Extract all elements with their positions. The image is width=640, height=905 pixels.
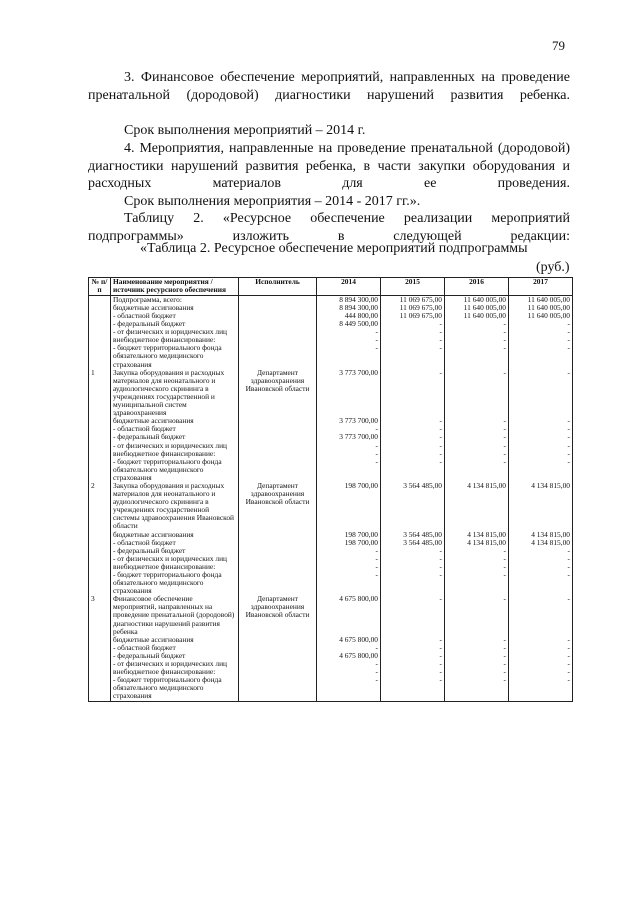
row-executor: [239, 328, 317, 336]
row-2016: -: [445, 636, 509, 644]
row-2016: -: [445, 571, 509, 595]
row-2016: -: [445, 668, 509, 676]
row-2016: 11 640 005,00: [445, 295, 509, 304]
row-name: - бюджет территориального фонда обязательного медицинского страхования: [111, 676, 239, 701]
row-number: [89, 344, 111, 368]
row-2017: -: [509, 320, 573, 328]
row-2015: -: [381, 417, 445, 425]
row-2017: -: [509, 433, 573, 441]
row-name: - бюджет территориального фонда обязательного медицинского страхования: [111, 458, 239, 482]
row-2015: -: [381, 676, 445, 701]
row-2015: -: [381, 442, 445, 450]
table-row: [89, 676, 573, 701]
row-executor: [239, 425, 317, 433]
row-2015: -: [381, 644, 445, 652]
row-2014: 4 675 800,00: [317, 636, 381, 644]
row-2017: -: [509, 555, 573, 563]
row-2015: -: [381, 595, 445, 635]
row-2014: -: [317, 336, 381, 344]
row-executor: [239, 652, 317, 660]
row-2016: 11 640 005,00: [445, 304, 509, 312]
table-row: [89, 458, 573, 482]
row-2015: 11 069 675,00: [381, 304, 445, 312]
row-number: [89, 336, 111, 344]
row-2014: -: [317, 555, 381, 563]
row-name: внебюджетное финансирование:: [111, 336, 239, 344]
row-number: [89, 644, 111, 652]
row-number: [89, 539, 111, 547]
row-executor: [239, 344, 317, 368]
row-2017: -: [509, 336, 573, 344]
row-2016: -: [445, 644, 509, 652]
row-executor: [239, 336, 317, 344]
row-2017: -: [509, 660, 573, 668]
row-2015: -: [381, 458, 445, 482]
table-row: [89, 344, 573, 368]
row-executor: [239, 668, 317, 676]
row-2015: 11 069 675,00: [381, 312, 445, 320]
row-2014: 4 675 800,00: [317, 595, 381, 635]
row-2015: -: [381, 555, 445, 563]
row-2014: 444 800,00: [317, 312, 381, 320]
row-executor: [239, 563, 317, 571]
row-number: [89, 652, 111, 660]
row-number: [89, 531, 111, 539]
row-2017: -: [509, 668, 573, 676]
row-executor: [239, 442, 317, 450]
row-2017: -: [509, 676, 573, 701]
row-2016: -: [445, 336, 509, 344]
row-name: - федеральный бюджет: [111, 320, 239, 328]
row-2015: -: [381, 547, 445, 555]
row-2014: -: [317, 458, 381, 482]
row-2015: -: [381, 369, 445, 418]
row-2017: -: [509, 563, 573, 571]
row-name: - от физических и юридических лиц: [111, 442, 239, 450]
row-number: [89, 636, 111, 644]
row-2016: -: [445, 433, 509, 441]
row-number: [89, 295, 111, 304]
table-unit: (руб.): [536, 260, 570, 275]
row-2014: 3 773 700,00: [317, 433, 381, 441]
row-executor: [239, 312, 317, 320]
row-number: [89, 660, 111, 668]
row-executor: Департамент здравоохранения Ивановской области: [239, 369, 317, 418]
row-name: - бюджет территориального фонда обязательного медицинского страхования: [111, 344, 239, 368]
row-executor: [239, 547, 317, 555]
row-executor: [239, 644, 317, 652]
row-name: Закупка оборудования и расходных материалов для неонатального и аудиологического скрининга в учреждениях государственной системы здравоохранения Ивановской области: [111, 482, 239, 531]
row-name: бюджетные ассигнования: [111, 531, 239, 539]
row-2014: 8 449 500,00: [317, 320, 381, 328]
row-2014: -: [317, 571, 381, 595]
row-executor: [239, 539, 317, 547]
row-2015: -: [381, 344, 445, 368]
row-2017: -: [509, 652, 573, 660]
table-row: [89, 369, 573, 418]
row-number: [89, 433, 111, 441]
row-number: [89, 320, 111, 328]
row-2015: -: [381, 425, 445, 433]
row-2017: -: [509, 344, 573, 368]
row-name: - федеральный бюджет: [111, 652, 239, 660]
row-2017: -: [509, 458, 573, 482]
row-number: [89, 328, 111, 336]
row-name: Подпрограмма, всего:: [111, 295, 239, 304]
row-2014: -: [317, 644, 381, 652]
row-2017: 11 640 005,00: [509, 312, 573, 320]
row-name: бюджетные ассигнования: [111, 417, 239, 425]
row-number: 3: [89, 595, 111, 635]
row-2016: 4 134 815,00: [445, 539, 509, 547]
row-number: [89, 555, 111, 563]
row-2016: 4 134 815,00: [445, 482, 509, 531]
row-number: [89, 458, 111, 482]
row-2015: -: [381, 336, 445, 344]
row-executor: [239, 458, 317, 482]
row-2017: 4 134 815,00: [509, 531, 573, 539]
row-executor: [239, 450, 317, 458]
row-2014: -: [317, 563, 381, 571]
row-2016: -: [445, 450, 509, 458]
row-executor: Департамент здравоохранения Ивановской области: [239, 595, 317, 635]
row-2014: -: [317, 668, 381, 676]
row-2014: 3 773 700,00: [317, 417, 381, 425]
row-2014: 8 894 300,00: [317, 295, 381, 304]
row-2016: -: [445, 442, 509, 450]
row-number: [89, 563, 111, 571]
row-2016: 11 640 005,00: [445, 312, 509, 320]
paragraph-item-3: 3. Финансовое обеспечение мероприятий, направленных на проведение пренатальной (дородовой) диагностики нарушений развития ребенка.: [88, 70, 570, 103]
row-2014: 198 700,00: [317, 531, 381, 539]
row-2017: -: [509, 425, 573, 433]
paragraph-table-instruction: Таблицу 2. «Ресурсное обеспечение реализации мероприятий подпрограммы» изложить в следующей редакции:: [88, 211, 570, 244]
row-name: Закупка оборудования и расходных материалов для неонатального и аудиологического скрининга в учреждениях государственной и муниципальной систем здравоохранения: [111, 369, 239, 418]
row-2015: -: [381, 668, 445, 676]
row-name: - федеральный бюджет: [111, 433, 239, 441]
row-2015: -: [381, 563, 445, 571]
row-2015: -: [381, 652, 445, 660]
row-name: Финансовое обеспечение мероприятий, направленных на проведение пренатальной (дородовой) диагностики нарушений развития ребенка: [111, 595, 239, 635]
row-2014: 3 773 700,00: [317, 369, 381, 418]
header-2014: 2014: [317, 278, 381, 296]
table-caption: «Таблица 2. Ресурсное обеспечение мероприятий подпрограммы: [140, 241, 528, 256]
row-2015: -: [381, 328, 445, 336]
row-2016: -: [445, 547, 509, 555]
row-number: [89, 417, 111, 425]
table-header-row: [89, 278, 573, 296]
header-2015: 2015: [381, 278, 445, 296]
row-2014: -: [317, 425, 381, 433]
row-2017: -: [509, 450, 573, 458]
row-2014: 4 675 800,00: [317, 652, 381, 660]
row-2016: -: [445, 676, 509, 701]
row-2014: -: [317, 450, 381, 458]
row-2016: -: [445, 320, 509, 328]
row-number: 2: [89, 482, 111, 531]
row-2015: -: [381, 571, 445, 595]
row-executor: [239, 295, 317, 304]
row-2016: -: [445, 458, 509, 482]
page-number: 79: [552, 38, 565, 53]
row-2017: -: [509, 644, 573, 652]
row-2017: -: [509, 369, 573, 418]
row-2016: -: [445, 369, 509, 418]
row-2017: -: [509, 442, 573, 450]
row-executor: [239, 304, 317, 312]
row-number: [89, 312, 111, 320]
row-number: [89, 668, 111, 676]
table-row: [89, 595, 573, 635]
row-2014: 198 700,00: [317, 482, 381, 531]
row-2015: 3 564 485,00: [381, 531, 445, 539]
row-2015: 11 069 675,00: [381, 295, 445, 304]
row-number: [89, 304, 111, 312]
row-2016: -: [445, 425, 509, 433]
row-executor: [239, 531, 317, 539]
row-number: [89, 425, 111, 433]
row-2016: -: [445, 563, 509, 571]
row-2017: -: [509, 417, 573, 425]
row-2015: -: [381, 320, 445, 328]
row-2015: -: [381, 660, 445, 668]
row-number: [89, 676, 111, 701]
row-2017: -: [509, 328, 573, 336]
row-executor: [239, 320, 317, 328]
header-executor: Исполнитель: [239, 278, 317, 296]
row-name: бюджетные ассигнования: [111, 636, 239, 644]
row-number: [89, 547, 111, 555]
row-2016: -: [445, 652, 509, 660]
row-name: - федеральный бюджет: [111, 547, 239, 555]
paragraph-item-4: 4. Мероприятия, направленные на проведение пренатальной (дородовой) диагностики нарушений развития ребенка, в части закупки оборудования и расходных материалов для ее проведения.: [88, 141, 570, 192]
row-2017: 11 640 005,00: [509, 295, 573, 304]
row-2017: -: [509, 636, 573, 644]
row-2016: -: [445, 660, 509, 668]
row-2017: 4 134 815,00: [509, 482, 573, 531]
row-name: бюджетные ассигнования: [111, 304, 239, 312]
row-name: - областной бюджет: [111, 312, 239, 320]
row-executor: [239, 433, 317, 441]
row-name: - от физических и юридических лиц: [111, 328, 239, 336]
row-2017: -: [509, 571, 573, 595]
row-2016: 4 134 815,00: [445, 531, 509, 539]
row-executor: [239, 555, 317, 563]
row-executor: [239, 571, 317, 595]
header-number: № п/п: [89, 278, 111, 296]
row-2015: -: [381, 450, 445, 458]
row-number: 1: [89, 369, 111, 418]
row-name: внебюджетное финансирование:: [111, 668, 239, 676]
row-2016: -: [445, 328, 509, 336]
row-2014: 8 894 300,00: [317, 304, 381, 312]
row-2014: -: [317, 328, 381, 336]
row-2015: -: [381, 433, 445, 441]
row-name: - областной бюджет: [111, 644, 239, 652]
table-row: [89, 482, 573, 531]
row-name: - от физических и юридических лиц: [111, 660, 239, 668]
row-executor: [239, 636, 317, 644]
paragraph-deadline-2014: Срок выполнения мероприятий – 2014 г.: [124, 123, 366, 138]
row-executor: [239, 417, 317, 425]
row-2016: -: [445, 555, 509, 563]
row-2014: -: [317, 442, 381, 450]
row-2015: 3 564 485,00: [381, 539, 445, 547]
row-executor: Департамент здравоохранения Ивановской области: [239, 482, 317, 531]
row-2017: -: [509, 595, 573, 635]
row-name: внебюджетное финансирование:: [111, 450, 239, 458]
row-2014: -: [317, 547, 381, 555]
row-2016: -: [445, 595, 509, 635]
row-2014: -: [317, 660, 381, 668]
row-name: - областной бюджет: [111, 425, 239, 433]
row-2014: -: [317, 344, 381, 368]
resource-table: [88, 277, 573, 702]
row-name: внебюджетное финансирование:: [111, 563, 239, 571]
row-2014: 198 700,00: [317, 539, 381, 547]
row-number: [89, 442, 111, 450]
header-2016: 2016: [445, 278, 509, 296]
row-2016: -: [445, 344, 509, 368]
header-2017: 2017: [509, 278, 573, 296]
row-name: - областной бюджет: [111, 539, 239, 547]
row-name: - бюджет территориального фонда обязательного медицинского страхования: [111, 571, 239, 595]
header-name: Наименование мероприятия / источник ресурсного обеспечения: [111, 278, 239, 296]
row-2015: -: [381, 636, 445, 644]
row-2015: 3 564 485,00: [381, 482, 445, 531]
row-number: [89, 571, 111, 595]
paragraph-deadline-2014-2017: Срок выполнения мероприятия – 2014 - 2017 гг.».: [124, 194, 421, 209]
table-row: [89, 571, 573, 595]
row-number: [89, 450, 111, 458]
row-2014: -: [317, 676, 381, 701]
row-executor: [239, 676, 317, 701]
row-name: - от физических и юридических лиц: [111, 555, 239, 563]
row-2016: -: [445, 417, 509, 425]
row-2017: 11 640 005,00: [509, 304, 573, 312]
row-2017: -: [509, 547, 573, 555]
row-executor: [239, 660, 317, 668]
row-2017: 4 134 815,00: [509, 539, 573, 547]
